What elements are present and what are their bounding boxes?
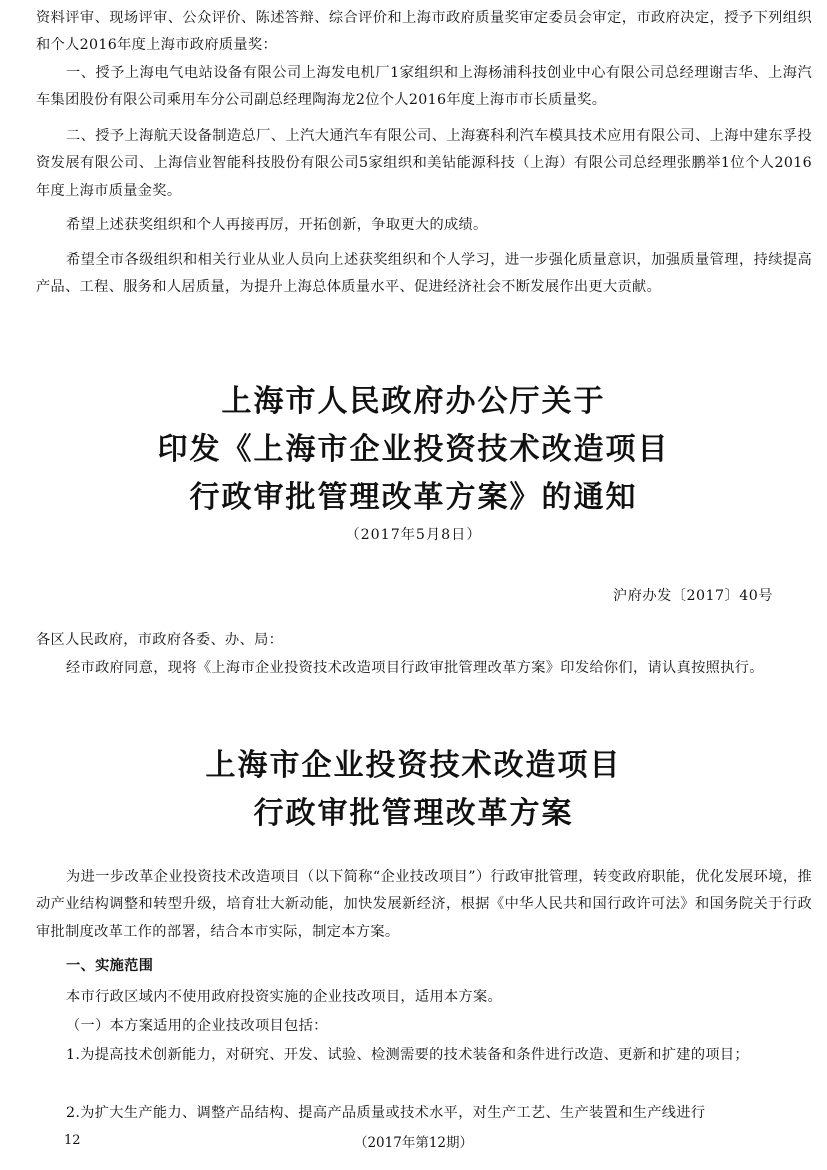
notice-title-line-3: 行政审批管理改革方案》的通知 bbox=[189, 480, 638, 515]
subsection-heading-projects: （一）本方案适用的企业技改项目包括： bbox=[66, 1018, 328, 1034]
plan-title-line-1: 上海市企业投资技术改造项目 bbox=[205, 748, 622, 783]
project-item-1: 1.为提高技术创新能力，对研究、开发、试验、检测需要的技术装备和条件进行改造、更新和扩建的项目； bbox=[66, 1047, 749, 1063]
notice-title-line-2: 印发《上海市企业投资技术改造项目 bbox=[157, 432, 670, 467]
encouragement-paragraph: 希望上述获奖组织和个人再接再厉，开拓创新，争取更大的成绩。 bbox=[66, 217, 488, 233]
mayor-quality-award-paragraph: 一、授予上海电气电站设备有限公司上海发电机厂1家组织和上海杨浦科技创业中心有限公司总经理谢吉华、上海汽车集团股份有限公司乘用车分公司副总经理陶海龙2位个人2016年度上海市市长质量奖。 bbox=[36, 65, 812, 109]
project-item-2: 2.为扩大生产能力、调整产品结构、提高产品质量或技术水平，对生产工艺、生产装置和生产线进行 bbox=[66, 1105, 706, 1121]
quality-gold-award-paragraph: 二、授予上海航天设备制造总厂、上汽大通汽车有限公司、上海赛科利汽车模具技术应用有限公司、上海中建东孚投资发展有限公司、上海信业智能科技股份有限公司5家组织和美钻能源科技（上海）有限公司总经理张鹏举1位个人2016年度上海市质量金奖。 bbox=[36, 128, 812, 199]
notice-body: 经市政府同意，现将《上海市企业投资技术改造项目行政审批管理改革方案》印发给你们，请认真按照执行。 bbox=[66, 660, 764, 676]
plan-intro-paragraph: 为进一步改革企业投资技术改造项目（以下简称“企业技改项目”）行政审批管理，转变政府职能，优化发展环境，推动产业结构调整和转型升级，培育壮大新动能，加快发展新经济，根据《中华人民共和国行政许可法》和国务院关于行政审批制度改革工作的部署，结合本市实际，制定本方案。 bbox=[36, 869, 812, 940]
recipients-line: 各区人民政府，市政府各委、办、局： bbox=[36, 632, 284, 648]
plan-title-line-2: 行政审批管理改革方案 bbox=[253, 796, 574, 831]
section-heading-scope: 一、实施范围 bbox=[66, 958, 154, 974]
award-decision-paragraph: 资料评审、现场评审、公众评价、陈述答辩、综合评价和上海市政府质量奖审定委员会审定，市政府决定，授予下列组织和个人2016年度上海市政府质量奖： bbox=[36, 10, 812, 54]
scope-paragraph: 本市行政区域内不使用政府投资实施的企业技改项目，适用本方案。 bbox=[66, 989, 503, 1005]
page-number: 12 bbox=[64, 1133, 81, 1148]
issue-label: （2017年第12期） bbox=[353, 1135, 474, 1151]
notice-title-line-1: 上海市人民政府办公厅关于 bbox=[221, 384, 606, 419]
learning-call-paragraph: 希望全市各级组织和相关行业从业人员向上述获奖组织和个人学习，进一步强化质量意识，加强质量管理，持续提高产品、工程、服务和人居质量，为提升上海总体质量水平、促进经济社会不断发展作出更大贡献。 bbox=[36, 252, 812, 296]
document-number: 沪府办发〔2017〕40号 bbox=[613, 588, 773, 604]
notice-date: （2017年5月8日） bbox=[345, 527, 482, 543]
